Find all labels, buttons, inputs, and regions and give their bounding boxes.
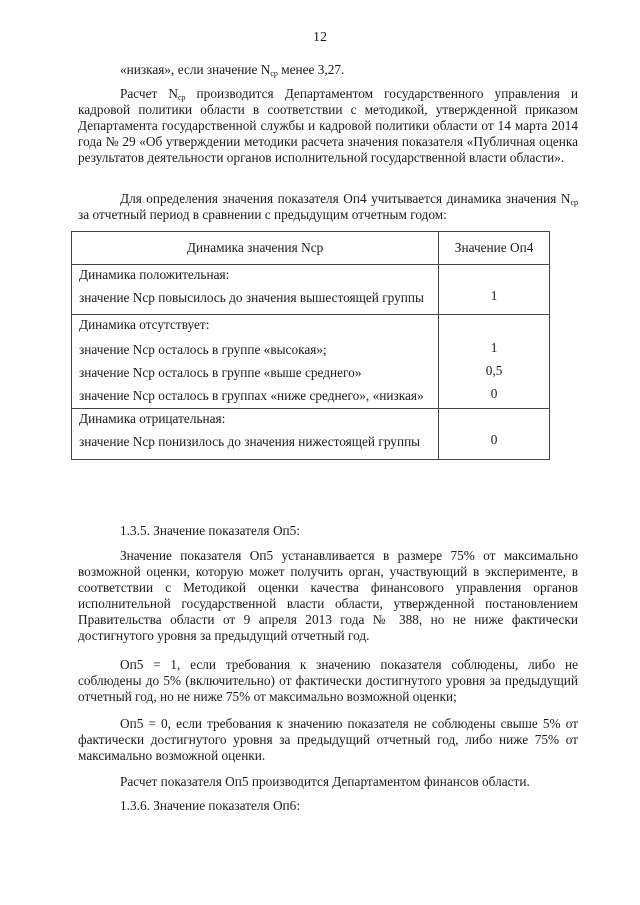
p1-sub: ср xyxy=(270,69,278,78)
section-136-title: 1.3.6. Значение показателя Оп6: xyxy=(120,798,301,813)
table-row xyxy=(72,388,438,408)
page-number: 12 xyxy=(313,30,327,45)
paragraph-op5-dept xyxy=(78,774,578,790)
p3-text2: за отчетный период в сравнении с предыдущим отчетным годом: xyxy=(78,207,447,222)
paragraph-nizkaya xyxy=(78,62,578,78)
row-value: 0 xyxy=(490,386,498,401)
row-value: 0,5 xyxy=(485,363,503,378)
row-value: 1 xyxy=(490,340,498,355)
row-value: 1 xyxy=(490,288,498,303)
p7-text: Расчет показателя Оп5 производится Департаментом финансов области. xyxy=(120,774,530,789)
p1-suffix: менее 3,27. xyxy=(277,62,345,77)
group-title: Динамика отсутствует: xyxy=(79,317,210,332)
paragraph-op4-intro xyxy=(78,191,578,223)
section-heading-136 xyxy=(78,798,578,814)
section-135-title: 1.3.5. Значение показателя Оп5: xyxy=(120,523,301,538)
group-title: Динамика положительная: xyxy=(79,267,230,282)
table-row xyxy=(72,434,438,459)
group-title: Динамика отрицательная: xyxy=(79,411,226,426)
row-text: значение Nср осталось в группе «высокая»; xyxy=(79,342,327,357)
header-dynamics: Динамика значения Nср xyxy=(72,232,439,265)
paragraph-op5-equals-0 xyxy=(78,716,578,764)
row-text: значение Nср повысилось до значения вышестоящей группы xyxy=(79,290,424,305)
table-row xyxy=(72,342,438,358)
row-text: значение Nср понизилось до значения нижестоящей группы xyxy=(79,434,421,449)
header-op4-value: Значение Оп4 xyxy=(439,232,550,265)
p2-prefix: Расчет N xyxy=(120,86,178,101)
row-value: 0 xyxy=(490,432,498,447)
table-header-row xyxy=(72,232,550,265)
row-text: значение Nср осталось в группе «выше среднего» xyxy=(79,365,362,380)
table-group-none xyxy=(72,315,550,409)
p2-text: производится Департаментом государственного управления и кадровой политики области в соответствии с методикой, утвержденной приказом Департамента государственной службы и кадровой политики области от 14 марта 2014 года № 29 «Об утверждении методики расчета значения показателя «Публичная оценка результатов деятельности органов исполнительной государственной власти области». xyxy=(78,86,578,165)
p3-text1: Для определения значения показателя Оп4 учитывается динамика значения N xyxy=(120,191,571,206)
table-group-positive xyxy=(72,265,550,315)
table-group-negative xyxy=(72,409,550,460)
p6-text: Оп5 = 0, если требования к значению показателя не соблюдены свыше 5% от фактически достигнутого уровня за предыдущий отчетный год, либо ниже 75% от максимально возможной оценки. xyxy=(78,716,578,763)
row-text: значение Nср осталось в группах «ниже среднего», «низкая» xyxy=(79,388,424,403)
table-row xyxy=(72,290,438,314)
section-heading-135 xyxy=(78,523,578,539)
p2-sub: ср xyxy=(177,93,186,102)
p3-sub: ср xyxy=(570,198,578,207)
paragraph-op5-equals-1 xyxy=(78,657,578,705)
op4-table xyxy=(71,231,550,460)
p5-text: Оп5 = 1, если требования к значению показателя соблюдены, либо не соблюдены до 5% (включительно) от фактически достигнутого уровня за предыдущий отчетный год, но не ниже 75% от максимально возможной оценки; xyxy=(78,657,578,704)
paragraph-op5-value xyxy=(78,548,578,644)
p4-text: Значение показателя Оп5 устанавливается в размере 75% от максимально возможной оценки, которую может получить орган, участвующий в эксперименте, в соответствии с Методикой оценки качества финансового управления органов исполнительной государственной власти области, утвержденной постановлением Правительства области от 9 апреля 2013 года № 388, но не ниже фактически достигнутого уровня за предыдущий отчетный год. xyxy=(78,548,578,643)
p1-prefix: «низкая», если значение N xyxy=(120,62,271,77)
table-row xyxy=(72,365,438,381)
paragraph-raschet-ncp xyxy=(78,86,578,166)
